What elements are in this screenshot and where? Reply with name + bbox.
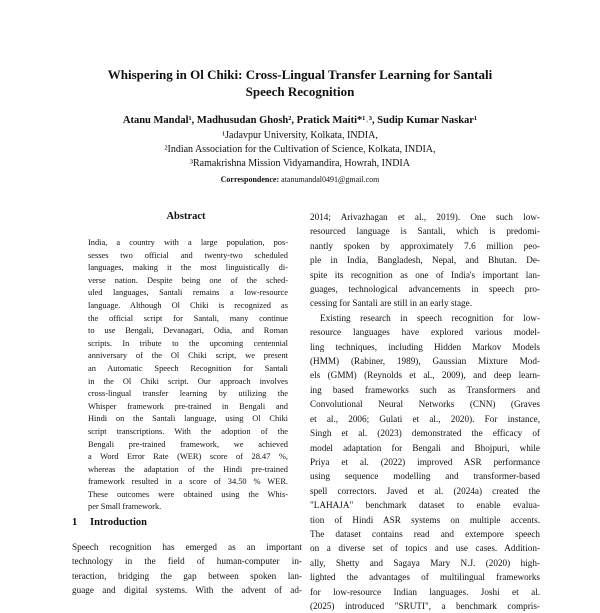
introduction-body <box>72 540 302 598</box>
text-line: anniversary of the Ol Chiki script, we present <box>88 351 288 361</box>
text-line: languages, making it the most linguistically di- <box>88 263 288 273</box>
text-line: spell correctors. Javed et al. (2024a) created the <box>310 485 540 496</box>
text-line: The dataset contains read and extempore speech <box>310 528 540 539</box>
text-line: Convolutional Neural Networks (CNN) (Graves <box>310 399 540 410</box>
text-line: using sequence modelling and transformer-based <box>310 471 540 482</box>
text-line: the official script for Santali, many continue <box>88 313 288 323</box>
title-line: Speech Recognition <box>245 84 355 99</box>
text-line: Hindi on the Santali language, using Ol Chiki <box>88 414 288 424</box>
text-line: sesses two official and twenty-two scheduled <box>88 250 288 260</box>
text-line: tion of Hindi ASR systems on multiple accents. <box>310 514 540 525</box>
text-line: ally, Shetty and Sagaya Mary N.J. (2020) high- <box>310 557 540 568</box>
text-line: teraction, bridging the gap between spoken lan- <box>72 570 302 581</box>
title-line: Whispering in Ol Chiki: Cross-Lingual Transfer Learning for Santali <box>107 67 493 82</box>
text-line: Existing research in speech recognition for low- <box>320 312 540 323</box>
text-line: India, a country with a large population, pos- <box>88 238 288 247</box>
text-line: on a diverse set of topics and use cases. Addition- <box>310 543 540 554</box>
affiliation-line: ³Ramakrishna Mission Vidyamandira, Howrah, INDIA <box>190 158 410 169</box>
author-list: Atanu Mandal¹, Madhusudan Ghosh², Pratick Maiti*¹˒³, Sudip Kumar Naskar¹ <box>122 115 478 126</box>
text-line: ling techniques, including Hidden Markov Models <box>310 341 540 352</box>
affiliation-line: ¹Jadavpur University, Kolkata, INDIA, <box>222 130 378 141</box>
text-line: framework resulted in a score of 34.50 % WER. <box>88 477 288 487</box>
text-line: "LAHAJA" benchmark dataset to enable evalua- <box>310 500 540 511</box>
text-line: spite its recognition as one of India's important lan- <box>310 269 540 280</box>
text-line: model adaptation for Bengali and Bhojpuri, while <box>310 442 540 453</box>
text-line: in the Ol Chiki script. Our approach involves <box>88 376 288 386</box>
text-line: uled languages, Santali remains a low-resource <box>88 288 288 298</box>
affiliation-line: ²Indian Association for the Cultivation of Science, Kolkata, INDIA, <box>164 144 436 155</box>
text-line: ple in India, Bangladesh, Nepal, and Bhutan. De- <box>310 255 540 266</box>
text-line: nantly spoken by approximately 7.6 million peo- <box>310 240 540 251</box>
text-line: guage and digital systems. With the advent of ad- <box>72 585 302 596</box>
correspondence-email[interactable]: atanumandal0491@gmail.com <box>281 175 380 184</box>
section-title: Introduction <box>90 517 147 528</box>
correspondence <box>40 174 560 185</box>
text-line: per Small framework. <box>88 502 162 512</box>
text-line: resourced language is Santali, which is predomi- <box>310 226 540 237</box>
text-line: scripts. In tribute to the upcoming centennial <box>88 338 288 348</box>
text-line: a Word Error Rate (WER) score of 28.47 %, <box>88 452 288 462</box>
text-line: to use Bengali, Devanagari, Odia, and Roman <box>88 326 288 336</box>
text-line: Singh et al. (2023) demonstrated the efficacy of <box>310 428 540 439</box>
text-line: language. Although Ol Chiki is recognized as <box>88 300 288 310</box>
paper-title <box>60 66 540 100</box>
text-line: for low-resource Indian languages. Joshi et al. <box>310 586 540 597</box>
text-line: (HMM) (Rabiner, 1989), Gaussian Mixture Mod- <box>310 356 540 367</box>
text-line: Priya et al. (2022) improved ASR performance <box>310 456 540 467</box>
abstract-body <box>88 237 288 514</box>
text-line: Speech recognition has emerged as an important <box>72 542 302 552</box>
text-line: cross-lingual transfer learning by utilizing the <box>88 389 288 399</box>
section-number: 1 <box>72 517 78 528</box>
text-line: script transcriptions. With the adoption of the <box>88 426 288 436</box>
abstract-heading: Abstract <box>166 211 206 222</box>
text-line: verse nation. Despite being one of the sched- <box>88 275 288 285</box>
text-line: ing based frameworks such as Transformers and <box>310 384 540 395</box>
correspondence-label: Correspondence: <box>220 175 280 184</box>
text-line: et al., 2006; Gulati et al., 2020). For instance, <box>310 413 540 424</box>
text-line: 2014; Arivazhagan et al., 2019). One such low- <box>310 212 540 222</box>
text-line: resource languages have explored various model- <box>310 327 540 338</box>
text-line: els (GMM) (Reynolds et al., 2009), and deep learn- <box>310 370 540 381</box>
text-line: (2025) introduced "SRUTI", a benchmark compris- <box>310 600 540 611</box>
text-line: technology in the field of human-computer in- <box>72 556 302 567</box>
text-line: These outcomes were obtained using the Whis- <box>88 489 288 499</box>
affiliations <box>40 129 560 171</box>
section-heading-introduction <box>72 517 147 528</box>
text-line: Bengali pre-trained framework, we achieved <box>88 439 288 449</box>
text-line: whereas the adaptation of the Hindi pre-trained <box>88 464 288 474</box>
text-line: an Automatic Speech Recognition for Santali <box>88 363 288 373</box>
text-line: cessing for Santali are still in an early stage. <box>310 298 473 309</box>
text-line: Whisper framework pre-trained in Bengali and <box>88 401 288 411</box>
right-column-body <box>310 210 540 613</box>
text-line: lighted the advantages of multilingual frameworks <box>310 572 540 583</box>
text-line: guages, technological advancements in speech pro- <box>310 284 540 295</box>
